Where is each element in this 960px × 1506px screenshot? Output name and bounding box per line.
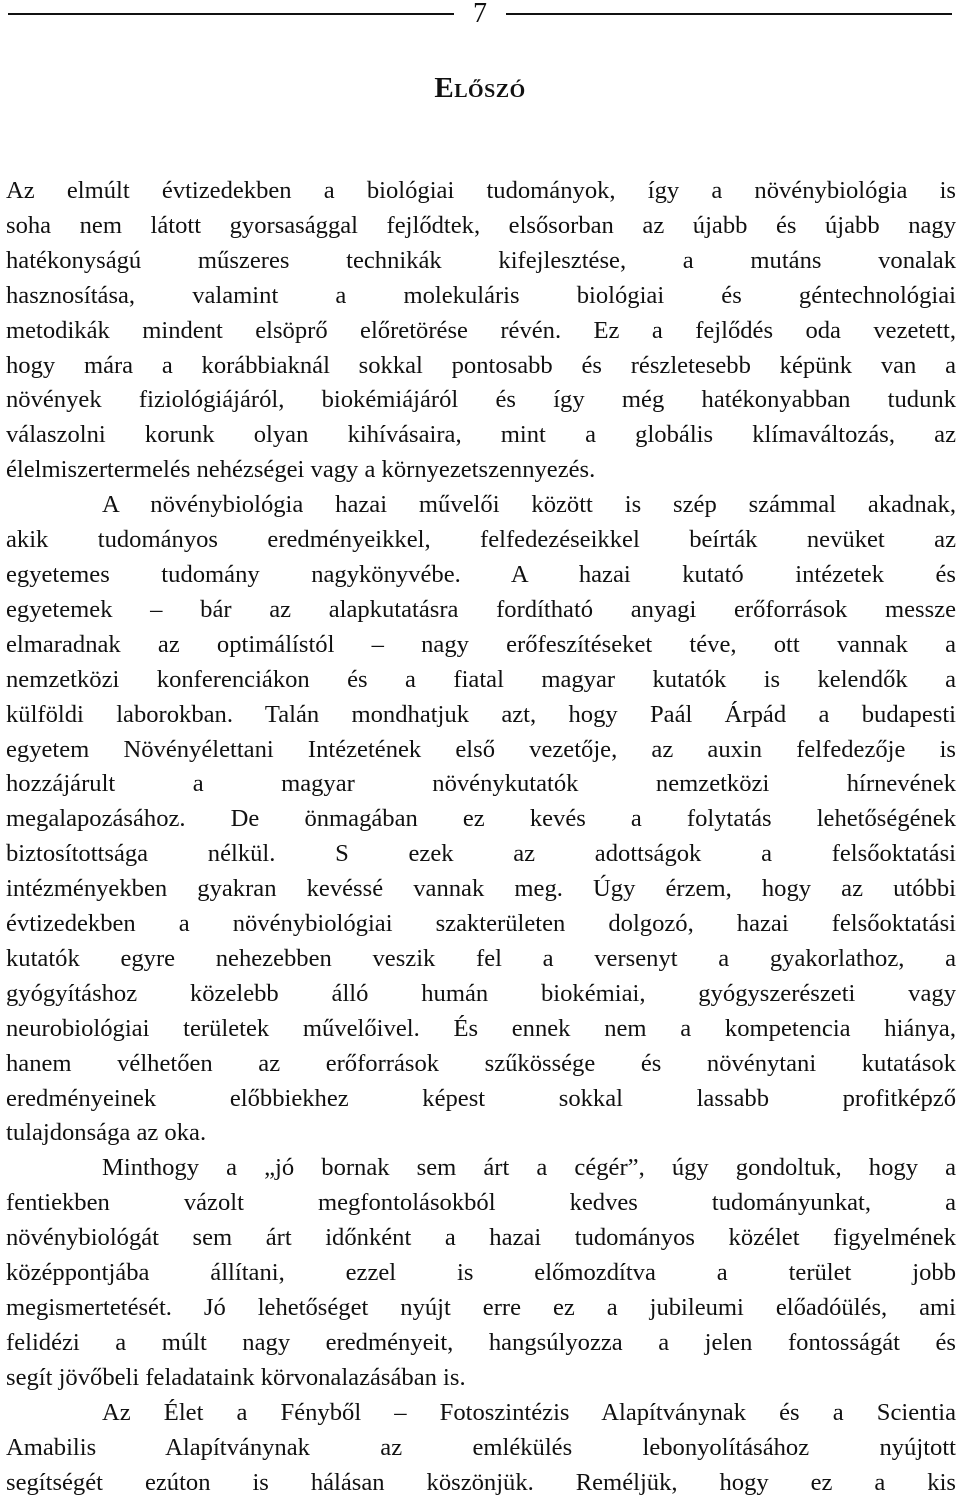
text-line: akik tudományos eredményeikkel, felfedezéseikkel beírták nevüket az	[6, 526, 956, 554]
page-header	[0, 0, 960, 30]
paragraph-3	[6, 1151, 956, 1395]
text-line: hogy mára a korábbiaknál sokkal pontosabb és részletesebb képünk van a	[6, 351, 956, 379]
text-line: fentiekben vázolt megfontolásokból kedves tudományunkat, a	[6, 1189, 956, 1217]
text-line: megalapozásához. De önmagában ez kevés a folytatás lehetőségének	[6, 805, 956, 833]
chapter-title-rest: lőszó	[454, 72, 526, 104]
text-line: Amabilis Alapítványnak az emlékülés lebonyolításához nyújtott	[6, 1433, 956, 1461]
text-line: hasznosítása, valamint a molekuláris biológiai és géntechnológiai	[6, 281, 956, 309]
text-line: megismertetését. Jó lehetőséget nyújt erre ez a jubileumi előadóülés, ami	[6, 1294, 956, 1321]
text-line: felidézi a múlt nagy eredményeit, hangsúlyozza a jelen fontosságát és	[6, 1328, 956, 1356]
text-line: kutatók egyre nehezebben veszik fel a versenyt a gyakorlathoz, a	[6, 944, 956, 972]
text-line: segít jövőbeli feladataink körvonalazásában is.	[6, 1363, 466, 1391]
text-line: egyetemek – bár az alapkutatásra fordítható anyagi erőforrások messze	[6, 595, 956, 623]
body-text	[6, 174, 956, 1500]
text-line: egyetem Növényélettani Intézetének első vezetője, az auxin felfedezője is	[6, 735, 956, 763]
text-line: gyógyításhoz közelebb álló humán biokémiai, gyógyszerészeti vagy	[6, 979, 956, 1007]
text-line: középpontjába állítani, ezzel is előmozdítva a terület jobb	[6, 1259, 956, 1287]
paragraph-4	[6, 1396, 956, 1501]
text-line: Az elmúlt évtizedekben a biológiai tudományok, így a növénybiológia is	[6, 177, 956, 204]
text-line: hatékonyságú műszeres technikák kifejlesztése, a mutáns vonalak	[6, 246, 956, 274]
text-line: évtizedekben a növénybiológiai szakterületen dolgozó, hazai felsőoktatási	[6, 910, 956, 938]
text-line: metodikák mindent elsöprő előretörése révén. Ez a fejlődés oda vezetett,	[6, 316, 956, 344]
text-line: növények fiziológiájáról, biokémiájáról és így még hatékonyabban tudunk	[6, 386, 956, 414]
text-line: válaszolni korunk olyan kihívásaira, mint a globális klímaváltozás, az	[6, 421, 956, 449]
text-line: Minthogy a „jó bornak sem árt a cégér”, úgy gondoltuk, hogy a	[102, 1154, 956, 1182]
text-line: külföldi laborokban. Talán mondhatjuk azt, hogy Paál Árpád a budapesti	[6, 700, 956, 728]
text-line: élelmiszertermelés nehézségei vagy a környezetszennyezés.	[6, 456, 596, 484]
text-line: növénybiológát sem árt időnként a hazai tudományos közélet figyelmének	[6, 1224, 956, 1252]
text-line: eredményeinek előbbiekhez képest sokkal lassabb profitképző	[6, 1084, 956, 1112]
text-line: intézményekben gyakran kevéssé vannak meg. Úgy érzem, hogy az utóbbi	[6, 875, 956, 903]
paragraph-2	[6, 488, 956, 1151]
text-line: hozzájárult a magyar növénykutatók nemzetközi hírnevének	[6, 770, 956, 798]
text-line: elmaradnak az optimálístól – nagy erőfeszítéseket téve, ott vannak a	[6, 630, 956, 658]
text-line: biztosítottsága nélkül. S ezek az adottságok a felsőoktatási	[6, 840, 956, 868]
text-line: A növénybiológia hazai művelői között is szép számmal akadnak,	[102, 491, 956, 519]
text-line: Az Élet a Fényből – Fotoszintézis Alapítványnak és a Scientia	[102, 1398, 956, 1426]
header-rule-right	[506, 13, 952, 15]
text-line: neurobiológiai területek művelőivel. És ennek nem a kompetencia hiánya,	[6, 1014, 956, 1042]
text-line: egyetemes tudomány nagykönyvébe. A hazai kutató intézetek és	[6, 560, 956, 588]
text-line: tulajdonsága az oka.	[6, 1119, 207, 1147]
chapter-title-initial: E	[434, 72, 455, 104]
chapter-title	[0, 68, 960, 108]
page-number: 7	[473, 0, 487, 29]
text-line: hanem vélhetően az erőforrások szűkössége és növénytani kutatások	[6, 1049, 956, 1077]
text-line: segítségét ezúton is hálásan köszönjük. Reméljük, hogy ez a kis	[6, 1468, 956, 1496]
header-rule-left	[8, 13, 454, 15]
text-line: nemzetközi konferenciákon és a fiatal magyar kutatók is kelendők a	[6, 665, 956, 693]
text-line: soha nem látott gyorsasággal fejlődtek, elsősorban az újabb és újabb nagy	[6, 211, 956, 239]
paragraph-1	[6, 174, 956, 488]
